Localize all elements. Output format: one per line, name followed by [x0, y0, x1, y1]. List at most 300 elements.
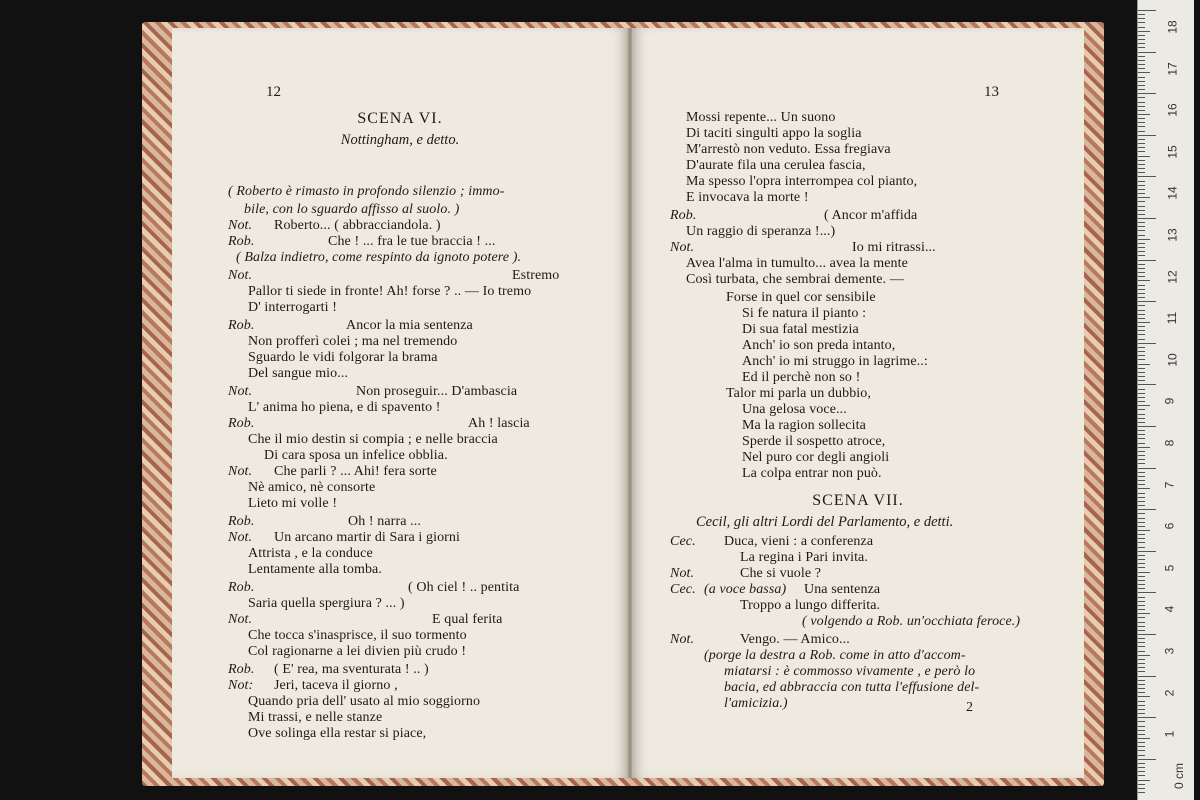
- verse-line: Che tocca s'inasprisce, il suo tormento: [248, 628, 467, 643]
- verse-line: ( E' rea, ma sventurata ! .. ): [274, 662, 429, 677]
- ruler-tick: [1138, 551, 1156, 552]
- verse-line: La colpa entrar non può.: [742, 466, 882, 481]
- ruler-tick: [1138, 114, 1150, 115]
- scene-subtitle-left: Nottingham, e detto.: [340, 132, 460, 148]
- ruler-tick: [1138, 584, 1145, 585]
- ruler-tick: [1138, 709, 1145, 710]
- ruler-tick: [1138, 592, 1156, 593]
- ruler-tick: [1138, 27, 1145, 28]
- verse-line: Nel puro cor degli angioli: [742, 450, 890, 465]
- speaker-label: Not.: [670, 240, 695, 255]
- verse-line: Troppo a lungo differita.: [740, 598, 881, 613]
- ruler-tick: [1138, 93, 1156, 94]
- ruler-number: 16: [1165, 103, 1180, 117]
- ruler-tick: [1138, 459, 1145, 460]
- ruler-tick: [1138, 251, 1145, 252]
- ruler-tick: [1138, 214, 1145, 215]
- ruler-number: 18: [1165, 20, 1180, 34]
- ruler-tick: [1138, 742, 1145, 743]
- ruler-tick: [1138, 326, 1145, 327]
- ruler-tick: [1138, 655, 1150, 656]
- speaker-label: Rob.: [228, 234, 255, 249]
- ruler-tick: [1138, 542, 1145, 543]
- ruler-tick: [1138, 447, 1150, 448]
- ruler-tick: [1138, 405, 1150, 406]
- ruler-tick: [1138, 56, 1145, 57]
- verse-line: Di sua fatal mestizia: [742, 322, 859, 337]
- verse-line: Ed il perchè non so !: [742, 370, 861, 385]
- ruler-tick: [1138, 634, 1156, 635]
- ruler-tick: [1138, 97, 1145, 98]
- ruler-tick: [1138, 268, 1145, 269]
- speaker-label: Rob.: [228, 662, 255, 677]
- ruler-tick: [1138, 609, 1145, 610]
- ruler-tick: [1138, 18, 1145, 19]
- ruler-tick: [1138, 389, 1145, 390]
- ruler-tick: [1138, 721, 1145, 722]
- ruler-number: 17: [1165, 61, 1180, 76]
- ruler-tick: [1138, 684, 1145, 685]
- ruler-tick: [1138, 77, 1145, 78]
- verse-line: Duca, vieni : a conferenza: [724, 534, 874, 549]
- verse-line: Io mi ritrassi...: [852, 240, 936, 255]
- ruler-tick: [1138, 626, 1145, 627]
- ruler-tick: [1138, 64, 1145, 65]
- ruler-tick: [1138, 680, 1145, 681]
- ruler-tick: [1138, 243, 1145, 244]
- ruler-tick: [1138, 118, 1145, 119]
- verse-line: Che ! ... fra le tue braccia ! ...: [328, 234, 496, 249]
- ruler-tick: [1138, 168, 1145, 169]
- verse-line: Lieto mi volle !: [248, 496, 338, 511]
- verse-line: Roberto... ( abbracciandola. ): [274, 218, 441, 233]
- ruler-tick: [1138, 426, 1156, 427]
- ruler-tick: [1138, 10, 1156, 11]
- signature-mark: 2: [966, 700, 974, 715]
- ruler-tick: [1138, 318, 1145, 319]
- verse-line: Mossi repente... Un suono: [686, 110, 836, 125]
- verse-line: Pallor ti siede in fronte! Ah! forse ? .. — Io tremo: [248, 284, 532, 299]
- ruler-tick: [1138, 401, 1145, 402]
- ruler-tick: [1138, 414, 1145, 415]
- ruler-tick: [1138, 484, 1145, 485]
- speaker-label: Not.: [228, 464, 253, 479]
- speaker-label: Not.: [228, 530, 253, 545]
- ruler-tick: [1138, 734, 1145, 735]
- ruler-tick: [1138, 526, 1145, 527]
- ruler-number: 1: [1162, 730, 1177, 738]
- stage-direction: (a voce bassa): [704, 582, 787, 597]
- speaker-label: Not.: [228, 384, 253, 399]
- speaker-label: Cec.: [670, 534, 696, 549]
- verse-line: Ah ! lascia: [468, 416, 530, 431]
- ruler-tick: [1138, 297, 1145, 298]
- stage-direction: (porge la destra a Rob. come in atto d'accom-: [704, 648, 966, 663]
- measuring-ruler: [1137, 0, 1194, 800]
- ruler-tick: [1138, 47, 1145, 48]
- verse-line: E qual ferita: [432, 612, 503, 627]
- ruler-tick: [1138, 622, 1145, 623]
- ruler-tick: [1138, 181, 1145, 182]
- ruler-tick: [1138, 102, 1145, 103]
- speaker-label: Rob.: [228, 580, 255, 595]
- ruler-tick: [1138, 588, 1145, 589]
- ruler-tick: [1138, 646, 1145, 647]
- ruler-tick: [1138, 193, 1145, 194]
- ruler-tick: [1138, 218, 1156, 219]
- ruler-tick: [1138, 792, 1145, 793]
- ruler-tick: [1138, 522, 1145, 523]
- page-number-right: 13: [984, 84, 999, 100]
- ruler-number: 12: [1165, 269, 1180, 284]
- verse-line: Una sentenza: [804, 582, 881, 597]
- ruler-tick: [1138, 763, 1145, 764]
- ruler-tick: [1138, 572, 1150, 573]
- ruler-tick: [1138, 106, 1145, 107]
- page-number-left: 12: [266, 84, 281, 100]
- ruler-tick: [1138, 775, 1145, 776]
- ruler-tick: [1138, 676, 1156, 677]
- stage-direction: bile, con lo sguardo affisso al suolo. ): [244, 202, 460, 217]
- left-page: [172, 28, 628, 778]
- ruler-tick: [1138, 667, 1145, 668]
- ruler-tick: [1138, 759, 1156, 760]
- verse-line: Si fe natura il pianto :: [742, 306, 867, 321]
- ruler-number: 6: [1162, 522, 1177, 530]
- ruler-tick: [1138, 784, 1145, 785]
- ruler-tick: [1138, 14, 1145, 15]
- ruler-tick: [1138, 746, 1145, 747]
- stage-direction: ( volgendo a Rob. un'occhiata feroce.): [802, 614, 1021, 629]
- ruler-tick: [1138, 368, 1145, 369]
- ruler-tick: [1138, 617, 1145, 618]
- scene-title-left: SCENA VI.: [357, 110, 443, 127]
- ruler-number: 3: [1162, 647, 1177, 655]
- verse-line: Jeri, taceva il giorno ,: [274, 678, 398, 693]
- ruler-number: 2: [1162, 689, 1177, 696]
- ruler-tick: [1138, 443, 1145, 444]
- ruler-tick: [1138, 642, 1145, 643]
- verse-line: Mi trassi, e nelle stanze: [248, 710, 383, 725]
- ruler-tick: [1138, 767, 1145, 768]
- ruler-tick: [1138, 547, 1145, 548]
- ruler-tick: [1138, 430, 1145, 431]
- ruler-number: 11: [1165, 311, 1180, 325]
- verse-line: Attrista , e la conduce: [248, 546, 373, 561]
- speaker-label: Not.: [228, 268, 253, 283]
- ruler-tick: [1138, 72, 1150, 73]
- ruler-tick: [1138, 692, 1145, 693]
- ruler-number: 14: [1165, 186, 1180, 201]
- ruler-tick: [1138, 438, 1145, 439]
- verse-line: Forse in quel cor sensibile: [726, 290, 876, 305]
- ruler-tick: [1138, 135, 1156, 136]
- verse-line: Oh ! narra ...: [348, 514, 421, 529]
- verse-line: E invocava la morte !: [686, 190, 809, 205]
- ruler-tick: [1138, 43, 1145, 44]
- speaker-label: Rob.: [228, 514, 255, 529]
- ruler-tick: [1138, 35, 1145, 36]
- ruler-tick: [1138, 156, 1150, 157]
- ruler-tick: [1138, 164, 1145, 165]
- ruler-tick: [1138, 247, 1145, 248]
- verse-line: Sperde il sospetto atroce,: [742, 434, 886, 449]
- ruler-number: 13: [1165, 228, 1180, 242]
- ruler-tick: [1138, 726, 1145, 727]
- speaker-label: Rob.: [228, 318, 255, 333]
- verse-line: Che il mio destin si compia ; e nelle braccia: [248, 432, 498, 447]
- verse-line: Anch' io son preda intanto,: [742, 338, 896, 353]
- ruler-tick: [1138, 451, 1145, 452]
- verse-line: Un arcano martir di Sara i giorni: [274, 530, 461, 545]
- verse-line: Avea l'alma in tumulto... avea la mente: [686, 256, 908, 271]
- ruler-tick: [1138, 651, 1145, 652]
- ruler-tick: [1138, 376, 1145, 377]
- speaker-label: Not.: [670, 632, 695, 647]
- ruler-tick: [1138, 52, 1156, 53]
- ruler-tick: [1138, 310, 1145, 311]
- ruler-tick: [1138, 39, 1145, 40]
- ruler-tick: [1138, 305, 1145, 306]
- ruler-tick: [1138, 701, 1145, 702]
- ruler-tick: [1138, 580, 1145, 581]
- ruler-tick: [1138, 563, 1145, 564]
- ruler-tick: [1138, 314, 1145, 315]
- ruler-tick: [1138, 605, 1145, 606]
- ruler-tick: [1138, 696, 1150, 697]
- ruler-tick: [1138, 147, 1145, 148]
- ruler-tick: [1138, 455, 1145, 456]
- verse-line: Col ragionarne a lei divien più crudo !: [248, 644, 467, 659]
- ruler-number: 10: [1165, 353, 1180, 367]
- ruler-tick: [1138, 355, 1145, 356]
- ruler-tick: [1138, 771, 1145, 772]
- ruler-tick: [1138, 293, 1145, 294]
- verse-line: D' interrogarti !: [248, 300, 337, 315]
- ruler-tick: [1138, 518, 1145, 519]
- verse-line: Che parli ? ... Ahi! fera sorte: [274, 464, 437, 479]
- ruler-tick: [1138, 717, 1156, 718]
- verse-line: Ove solinga ella restar si piace,: [248, 726, 427, 741]
- ruler-tick: [1138, 372, 1145, 373]
- speaker-label: Cec.: [670, 582, 696, 597]
- ruler-tick: [1138, 239, 1150, 240]
- ruler-tick: [1138, 393, 1145, 394]
- ruler-tick: [1138, 351, 1145, 352]
- stage-direction: ( Roberto è rimasto in profondo silenzio ; immo-: [228, 184, 505, 199]
- verse-line: Di cara sposa un infelice obblia.: [264, 448, 448, 463]
- ruler-tick: [1138, 255, 1145, 256]
- ruler-tick: [1138, 260, 1156, 261]
- ruler-tick: [1138, 755, 1145, 756]
- ruler-tick: [1138, 555, 1145, 556]
- ruler-tick: [1138, 488, 1150, 489]
- ruler-tick: [1138, 151, 1145, 152]
- ruler-tick: [1138, 201, 1145, 202]
- ruler-tick: [1138, 597, 1145, 598]
- verse-line: L' anima ho piena, e di spavento !: [248, 400, 441, 415]
- verse-line: Saria quella spergiura ? ... ): [248, 596, 405, 611]
- ruler-tick: [1138, 276, 1145, 277]
- ruler-tick: [1138, 497, 1145, 498]
- speaker-label: Rob.: [670, 208, 697, 223]
- verse-line: Ma spesso l'opra interrompea col pianto,: [686, 174, 918, 189]
- ruler-tick: [1138, 285, 1145, 286]
- ruler-tick: [1138, 110, 1145, 111]
- ruler-tick: [1138, 505, 1145, 506]
- ruler-tick: [1138, 226, 1145, 227]
- ruler-tick: [1138, 31, 1150, 32]
- verse-line: ( Ancor m'affida: [824, 208, 918, 223]
- ruler-tick: [1138, 509, 1156, 510]
- verse-line: Ma la ragion sollecita: [742, 418, 866, 433]
- verse-line: Di taciti singulti appo la soglia: [686, 126, 862, 141]
- ruler-tick: [1138, 705, 1145, 706]
- verse-line: Talor mi parla un dubbio,: [726, 386, 871, 401]
- ruler-tick: [1138, 210, 1145, 211]
- ruler-tick: [1138, 22, 1145, 23]
- verse-line: ( Oh ciel ! .. pentita: [408, 580, 520, 595]
- ruler-tick: [1138, 780, 1150, 781]
- ruler-tick: [1138, 434, 1145, 435]
- ruler-tick: [1138, 501, 1145, 502]
- ruler-tick: [1138, 359, 1145, 360]
- ruler-tick: [1138, 126, 1145, 127]
- verse-line: Del sangue mio...: [248, 366, 349, 381]
- ruler-number: 0 cm: [1172, 762, 1187, 789]
- speaker-label: Not:: [228, 678, 254, 693]
- verse-line: Che si vuole ?: [740, 566, 822, 581]
- verse-line: Anch' io mi struggo in lagrime..:: [742, 354, 928, 369]
- stage-direction: bacia, ed abbraccia con tutta l'effusione del-: [724, 680, 980, 695]
- ruler-number: 15: [1165, 145, 1180, 159]
- ruler-tick: [1138, 197, 1150, 198]
- ruler-tick: [1138, 418, 1145, 419]
- ruler-tick: [1138, 409, 1145, 410]
- ruler-tick: [1138, 160, 1145, 161]
- ruler-tick: [1138, 172, 1145, 173]
- ruler-tick: [1138, 713, 1145, 714]
- ruler-tick: [1138, 131, 1145, 132]
- ruler-tick: [1138, 788, 1145, 789]
- ruler-tick: [1138, 122, 1145, 123]
- ruler-tick: [1138, 671, 1145, 672]
- verse-line: Quando pria dell' usato al mio soggiorno: [248, 694, 481, 709]
- ruler-tick: [1138, 493, 1145, 494]
- ruler-tick: [1138, 364, 1150, 365]
- ruler-tick: [1138, 476, 1145, 477]
- ruler-tick: [1138, 347, 1145, 348]
- ruler-tick: [1138, 559, 1145, 560]
- ruler-number: 9: [1162, 398, 1177, 405]
- ruler-tick: [1138, 567, 1145, 568]
- speaker-label: Not.: [228, 218, 253, 233]
- stage-direction: miatarsi : è commosso vivamente , e però lo: [724, 664, 976, 679]
- ruler-tick: [1138, 468, 1156, 469]
- verse-line: Non profferì colei ; ma nel tremendo: [248, 334, 458, 349]
- ruler-tick: [1138, 576, 1145, 577]
- verse-line: Un raggio di speranza !...): [686, 224, 836, 239]
- ruler-tick: [1138, 289, 1145, 290]
- verse-line: Lentamente alla tomba.: [248, 562, 382, 577]
- ruler-tick: [1138, 189, 1145, 190]
- stage-direction: l'amicizia.): [724, 696, 788, 711]
- ruler-tick: [1138, 280, 1150, 281]
- ruler-tick: [1138, 68, 1145, 69]
- speaker-label: Not.: [670, 566, 695, 581]
- ruler-tick: [1138, 264, 1145, 265]
- ruler-tick: [1138, 143, 1145, 144]
- speaker-label: Rob.: [228, 416, 255, 431]
- ruler-tick: [1138, 613, 1150, 614]
- ruler-tick: [1138, 85, 1145, 86]
- ruler-tick: [1138, 139, 1145, 140]
- verse-line: M'arrestò non veduto. Essa fregiava: [686, 142, 891, 157]
- ruler-tick: [1138, 472, 1145, 473]
- ruler-tick: [1138, 81, 1145, 82]
- ruler-tick: [1138, 89, 1145, 90]
- ruler-tick: [1138, 176, 1156, 177]
- ruler-tick: [1138, 513, 1145, 514]
- ruler-tick: [1138, 322, 1150, 323]
- ruler-tick: [1138, 301, 1156, 302]
- verse-line: Una gelosa voce...: [742, 402, 847, 417]
- verse-line: Vengo. — Amico...: [740, 632, 850, 647]
- ruler-tick: [1138, 235, 1145, 236]
- ruler-tick: [1138, 230, 1145, 231]
- ruler-number: 7: [1162, 481, 1177, 488]
- ruler-tick: [1138, 343, 1156, 344]
- ruler-number: 4: [1162, 606, 1177, 613]
- verse-line: Ancor la mia sentenza: [346, 318, 473, 333]
- ruler-tick: [1138, 397, 1145, 398]
- ruler-tick: [1138, 384, 1156, 385]
- ruler-tick: [1138, 638, 1145, 639]
- ruler-tick: [1138, 222, 1145, 223]
- stage-direction: ( Balza indietro, come respinto da ignoto potere ).: [236, 250, 522, 265]
- ruler-tick: [1138, 663, 1145, 664]
- ruler-tick: [1138, 659, 1145, 660]
- verse-line: Nè amico, nè consorte: [248, 480, 376, 495]
- ruler-tick: [1138, 538, 1145, 539]
- ruler-tick: [1138, 463, 1145, 464]
- verse-line: Non proseguir... D'ambascia: [356, 384, 518, 399]
- ruler-tick: [1138, 730, 1145, 731]
- ruler-tick: [1138, 480, 1145, 481]
- ruler-tick: [1138, 630, 1145, 631]
- ruler-tick: [1138, 60, 1145, 61]
- ruler-tick: [1138, 601, 1145, 602]
- ruler-tick: [1138, 339, 1145, 340]
- ruler-tick: [1138, 206, 1145, 207]
- verse-line: Sguardo le vidi folgorar la brama: [248, 350, 438, 365]
- ruler-tick: [1138, 185, 1145, 186]
- scene-title-right: SCENA VII.: [812, 492, 904, 509]
- ruler-tick: [1138, 688, 1145, 689]
- verse-line: D'aurate fila una cerulea fascia,: [686, 158, 866, 173]
- ruler-tick: [1138, 530, 1150, 531]
- ruler-tick: [1138, 738, 1150, 739]
- ruler-tick: [1138, 534, 1145, 535]
- right-page: [632, 28, 1084, 778]
- ruler-tick: [1138, 330, 1145, 331]
- ruler-tick: [1138, 750, 1145, 751]
- ruler-tick: [1138, 380, 1145, 381]
- verse-line: La regina i Pari invita.: [740, 550, 868, 565]
- ruler-tick: [1138, 422, 1145, 423]
- verse-line: Così turbata, che sembrai demente. —: [686, 272, 904, 287]
- ruler-tick: [1138, 272, 1145, 273]
